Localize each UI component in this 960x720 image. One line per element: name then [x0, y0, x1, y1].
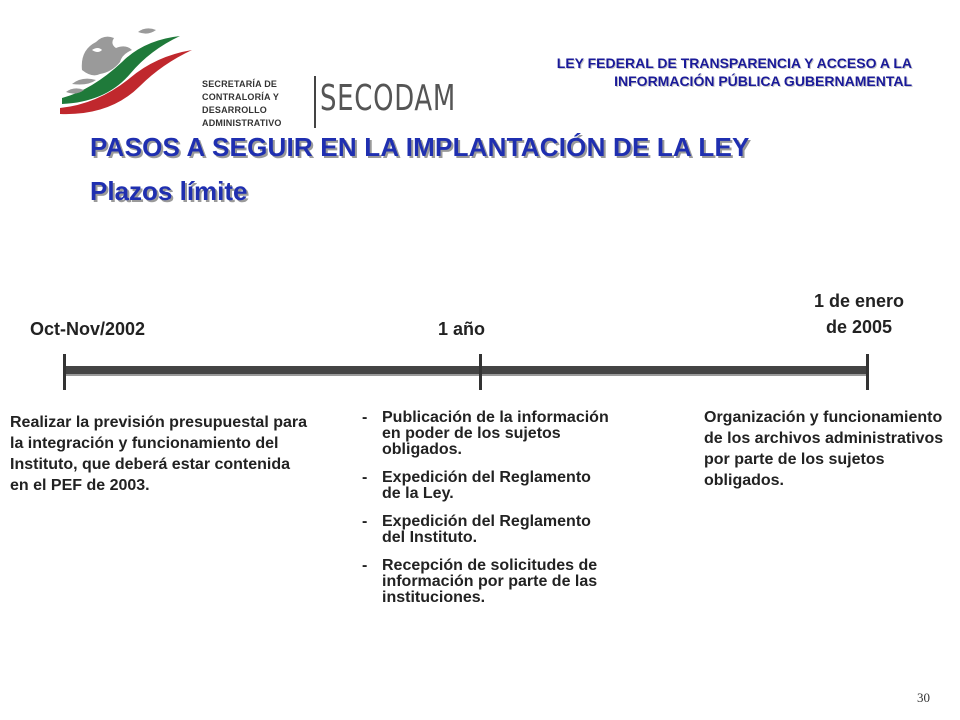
page-title: PASOS A SEGUIR EN LA IMPLANTACIÓN DE LA LEY [90, 132, 750, 162]
timeline-tick-end [866, 354, 869, 390]
logo-divider [314, 76, 316, 128]
page-subtitle: Plazos límite [90, 176, 248, 206]
timeline-start-label: Oct-Nov/2002 [30, 319, 146, 339]
logo-acronym: SECODAM [320, 78, 456, 119]
list-item: - Recepción de solicitudes de información por parte de las instituciones. [362, 557, 598, 606]
dash-marker: - [362, 469, 368, 486]
list-item: - Expedición del Reglamento del Instituto. [362, 513, 591, 546]
timeline-bar [66, 366, 866, 374]
page-number: 30 [917, 690, 930, 705]
timeline-tick-mid [479, 354, 482, 390]
secodam-logo [52, 20, 456, 130]
end-step-text: Organización y funcionamiento de los archivos administrativos por parte de los sujetos obligados. [704, 409, 944, 489]
dash-marker: - [362, 409, 368, 426]
timeline-bar-shadow [66, 374, 866, 376]
logo-name: SECRETARÍA DE CONTRALORÍA Y DESARROLLO ADMINISTRATIVO [202, 79, 282, 128]
start-step-text: Realizar la previsión presupuestal para la integración y funcionamiento del Instituto, que deberá estar contenida en el PEF de 2003. [10, 414, 308, 494]
timeline-end-label: 1 de enero de 2005 [813, 291, 905, 337]
eagle-emblem-icon [52, 20, 202, 130]
mid-step-list [362, 410, 612, 618]
dash-marker: - [362, 557, 368, 574]
timeline [0, 350, 960, 394]
law-title: LEY FEDERAL DE TRANSPARENCIA Y ACCESO A LA INFORMACIÓN PÚBLICA GUBERNAMENTAL [556, 55, 912, 89]
list-item: - Expedición del Reglamento de la Ley. [362, 469, 591, 502]
dash-marker: - [362, 513, 368, 530]
timeline-mid-label: 1 año [438, 319, 486, 339]
list-item: - Publicación de la información en poder de los sujetos obligados. [362, 409, 609, 458]
timeline-tick-start [63, 354, 66, 390]
